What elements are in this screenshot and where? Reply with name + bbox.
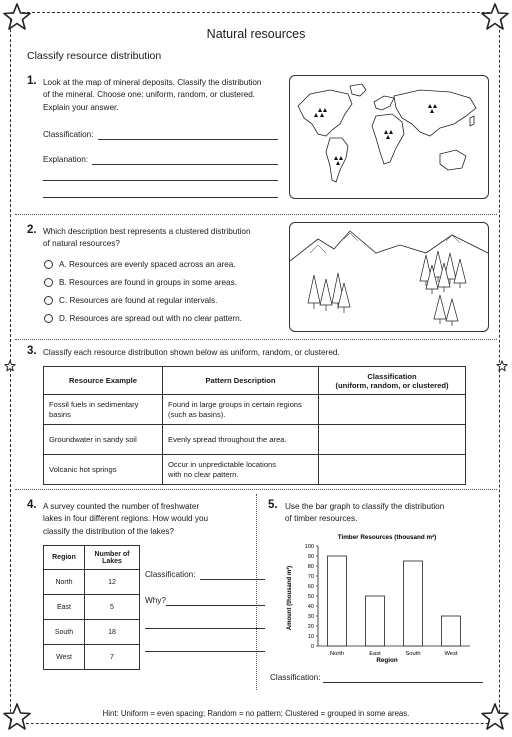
bar-south bbox=[404, 561, 423, 646]
bar-north bbox=[328, 556, 347, 646]
why-label: Why? bbox=[145, 596, 166, 605]
column-header: Number of Lakes bbox=[85, 546, 140, 570]
y-tick-label: 40 bbox=[307, 604, 314, 610]
classification-answer-cell[interactable] bbox=[319, 455, 466, 485]
table-row bbox=[44, 425, 466, 455]
table-row: South 18 bbox=[44, 620, 140, 645]
option-c[interactable]: C. Resources are found at regular intervals. bbox=[44, 296, 217, 305]
radio-button[interactable] bbox=[44, 278, 53, 287]
classification-answer-line[interactable] bbox=[98, 139, 278, 140]
column-header: Resource Example bbox=[44, 367, 163, 395]
classification-label: Classification: bbox=[270, 673, 321, 682]
x-tick-label: East bbox=[369, 651, 381, 657]
question-5-text: Use the bar graph to classify the distribution of timber resources. bbox=[285, 502, 445, 524]
question-4-text: A survey counted the number of freshwater lakes in four different regions. How would you classify the distribution of the lakes? bbox=[43, 502, 209, 536]
question-1-text: Look at the map of mineral deposits. Classify the distribution of the mineral. Choose one: uniform, random, or clustered. Explain your answer. bbox=[43, 78, 262, 112]
column-header: Classification (uniform, random, or clustered) bbox=[319, 367, 466, 395]
y-tick-label: 80 bbox=[307, 564, 314, 570]
landscape-image bbox=[289, 222, 489, 332]
table-row: North 12 bbox=[44, 570, 140, 595]
question-4-number: 4. bbox=[27, 499, 37, 511]
star-icon bbox=[496, 359, 508, 371]
table-header-row bbox=[44, 546, 140, 570]
question-2-number: 2. bbox=[27, 224, 37, 236]
radio-button[interactable] bbox=[44, 314, 53, 323]
explanation-answer-line[interactable] bbox=[43, 180, 278, 181]
y-tick-label: 70 bbox=[307, 574, 314, 580]
question-1-number: 1. bbox=[27, 75, 37, 87]
bar-east bbox=[366, 596, 385, 646]
table-row: East 5 bbox=[44, 595, 140, 620]
x-tick-label: West bbox=[444, 651, 458, 657]
resource-example-cell: Groundwater in sandy soil bbox=[44, 425, 163, 455]
question-3-text: Classify each resource distribution shown below as uniform, random, or clustered. bbox=[43, 348, 340, 357]
option-a[interactable]: A. Resources are evenly spaced across an area. bbox=[44, 260, 236, 269]
explanation-label: Explanation: bbox=[43, 155, 89, 164]
section-divider bbox=[15, 489, 497, 490]
page-subtitle: Classify resource distribution bbox=[27, 50, 162, 62]
classification-label: Classification: bbox=[145, 570, 196, 579]
world-map-image bbox=[289, 75, 489, 199]
classification-answer-cell[interactable] bbox=[319, 425, 466, 455]
section-divider bbox=[15, 214, 497, 215]
section-divider bbox=[15, 339, 497, 340]
column-header: Pattern Description bbox=[163, 367, 319, 395]
chart-title: Timber Resources (thousand m²) bbox=[337, 534, 437, 541]
x-tick-label: North bbox=[329, 651, 345, 657]
explanation-answer-line[interactable] bbox=[92, 164, 278, 165]
classification-table bbox=[43, 366, 466, 485]
y-tick-label: 0 bbox=[310, 644, 314, 650]
why-answer-line[interactable] bbox=[145, 628, 265, 629]
classification-label: Classification: bbox=[43, 130, 94, 139]
option-d[interactable]: D. Resources are spread out with no clear pattern. bbox=[44, 314, 242, 323]
table-header-row bbox=[44, 367, 466, 395]
question-5-number: 5. bbox=[268, 499, 278, 511]
y-tick-label: 20 bbox=[307, 624, 314, 630]
chart-y-axis-label: Amount (thousand m³) bbox=[287, 565, 293, 631]
pattern-description-cell: Occur in unpredictable locations with no clear pattern. bbox=[163, 455, 319, 485]
table-row bbox=[44, 395, 466, 425]
pattern-description-cell: Evenly spread throughout the area. bbox=[163, 425, 319, 455]
chart-bars bbox=[328, 556, 461, 646]
resource-example-cell: Fossil fuels in sedimentary basins bbox=[44, 395, 163, 425]
resource-example-cell: Volcanic hot springs bbox=[44, 455, 163, 485]
y-tick-label: 90 bbox=[307, 554, 314, 560]
y-tick-label: 30 bbox=[307, 614, 314, 620]
question-2-text: Which description best represents a clustered distribution of natural resources? bbox=[43, 227, 251, 249]
table-row bbox=[44, 455, 466, 485]
radio-button[interactable] bbox=[44, 260, 53, 269]
question-3-number: 3. bbox=[27, 345, 37, 357]
pattern-description-cell: Found in large groups in certain regions (such as basins). bbox=[163, 395, 319, 425]
page-title: Natural resources bbox=[206, 27, 306, 41]
bar-west bbox=[442, 616, 461, 646]
classification-answer-line[interactable] bbox=[200, 579, 265, 580]
star-icon bbox=[4, 359, 16, 371]
timber-bar-chart bbox=[270, 528, 482, 668]
classification-answer-line[interactable] bbox=[323, 682, 483, 683]
column-divider bbox=[256, 494, 257, 690]
x-tick-label: South bbox=[405, 651, 421, 657]
y-tick-label: 50 bbox=[307, 594, 314, 600]
radio-button[interactable] bbox=[44, 296, 53, 305]
column-header: Region bbox=[44, 546, 85, 570]
why-answer-line[interactable] bbox=[145, 651, 265, 652]
option-b[interactable]: B. Resources are found in groups in some areas. bbox=[44, 278, 237, 287]
classification-answer-cell[interactable] bbox=[319, 395, 466, 425]
y-tick-label: 100 bbox=[304, 544, 314, 550]
why-answer-line[interactable] bbox=[166, 605, 265, 606]
explanation-answer-line[interactable] bbox=[43, 197, 278, 198]
chart-x-axis-label: Region bbox=[376, 657, 398, 664]
y-tick-label: 60 bbox=[307, 584, 314, 590]
hint-text: Hint: Uniform = even spacing; Random = no pattern; Clustered = grouped in some areas. bbox=[102, 709, 410, 718]
table-row: West 7 bbox=[44, 645, 140, 670]
y-tick-label: 10 bbox=[307, 634, 314, 640]
lakes-table bbox=[43, 545, 140, 670]
